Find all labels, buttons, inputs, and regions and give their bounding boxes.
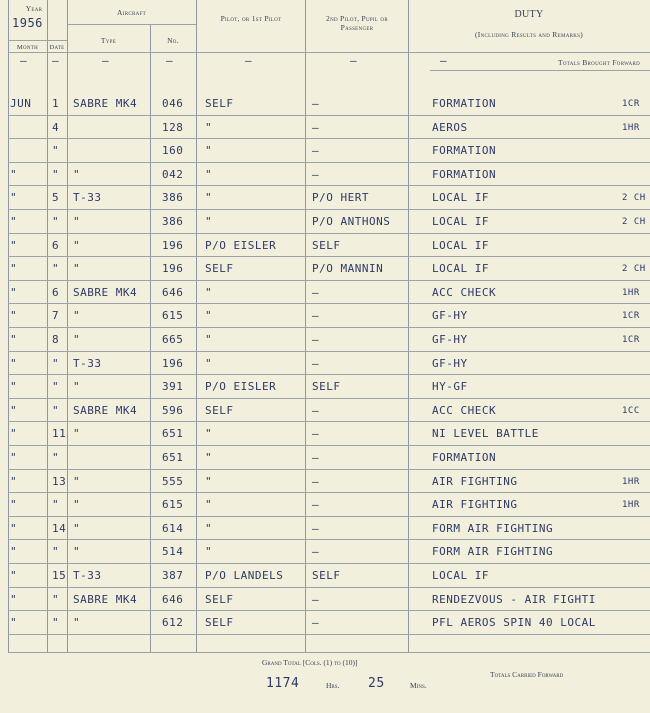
row-type: T-33 xyxy=(73,191,102,205)
row-pilot: " xyxy=(205,191,213,205)
row-pilot2: — xyxy=(312,97,320,110)
row-extra: 1HR xyxy=(622,122,640,133)
row-extra: 2 CH xyxy=(622,217,646,227)
row-type: " xyxy=(73,521,81,535)
row-month: " xyxy=(10,191,18,205)
col-line xyxy=(67,0,68,652)
row-duty: NI LEVEL BATTLE xyxy=(432,427,539,441)
row-date: 14 xyxy=(52,521,67,535)
row-date: " xyxy=(52,262,60,276)
row-pilot: " xyxy=(205,356,213,370)
row-extra: 1CR xyxy=(622,311,640,322)
bottom-line xyxy=(8,652,650,653)
row-date: 6 xyxy=(52,238,60,252)
row-month: " xyxy=(10,167,18,181)
row-type: " xyxy=(73,262,81,276)
row-duty: GF-HY xyxy=(432,309,468,323)
month-label: Month xyxy=(16,44,39,51)
row-extra: 1HR xyxy=(622,476,640,487)
row-no: 042 xyxy=(162,167,184,181)
row-month: " xyxy=(10,616,18,630)
pilot-label: Pilot, or 1st Pilot xyxy=(220,14,282,23)
row-duty: FORM AIR FIGHTING xyxy=(432,521,554,535)
col-line xyxy=(408,0,409,652)
row-line xyxy=(8,610,650,611)
year-value: 1956 xyxy=(12,16,43,30)
row-pilot2: — xyxy=(312,285,320,299)
row-date: " xyxy=(52,451,60,464)
row-date: " xyxy=(52,144,60,158)
row-duty: AEROS xyxy=(432,120,468,134)
row-month: " xyxy=(10,262,18,276)
row-line xyxy=(8,563,650,564)
dash: — xyxy=(440,54,448,67)
row-type: " xyxy=(73,167,81,181)
header-line xyxy=(8,40,67,41)
row-line xyxy=(8,185,650,186)
row-type: " xyxy=(73,215,81,228)
row-duty: HY-GF xyxy=(432,380,468,394)
row-no: 665 xyxy=(162,333,184,346)
row-line xyxy=(8,445,650,446)
row-line xyxy=(8,421,650,422)
row-pilot2: — xyxy=(312,309,320,323)
row-date: " xyxy=(52,545,60,559)
row-no: 196 xyxy=(162,356,184,370)
row-pilot2: — xyxy=(312,356,320,370)
row-type: " xyxy=(73,333,81,346)
row-date: 13 xyxy=(52,474,67,488)
row-month: " xyxy=(10,545,18,559)
col-line xyxy=(8,0,9,652)
row-pilot2: P/O MANNIN xyxy=(312,262,384,276)
header-line xyxy=(67,24,196,25)
duty-label: DUTY xyxy=(514,9,544,20)
dash: — xyxy=(350,54,358,67)
row-date: 6 xyxy=(52,285,60,299)
grand-total-label: Grand Total [Cols. (1) to (10)] xyxy=(262,658,358,667)
row-no: 651 xyxy=(162,427,184,441)
row-duty: LOCAL IF xyxy=(432,191,489,205)
row-line xyxy=(8,162,650,163)
row-line xyxy=(8,351,650,352)
row-type: SABRE MK4 xyxy=(73,403,138,417)
pilot2-label: 2nd Pilot, Pupil or Passenger xyxy=(326,14,388,32)
row-month: " xyxy=(10,403,18,417)
row-pilot: " xyxy=(205,333,213,346)
row-line xyxy=(8,209,650,210)
hours-value: 1174 xyxy=(266,676,300,691)
col-line xyxy=(47,0,48,652)
row-line xyxy=(8,327,650,328)
row-extra: 1HR xyxy=(622,500,640,511)
row-pilot: SELF xyxy=(205,403,234,417)
row-pilot: " xyxy=(205,521,213,535)
duty-sub-label: (Including Results and Remarks) xyxy=(474,30,584,39)
row-line xyxy=(8,516,650,517)
row-line xyxy=(8,374,650,375)
row-pilot: " xyxy=(205,427,213,441)
row-pilot2: — xyxy=(312,451,320,464)
row-no: 615 xyxy=(162,498,184,512)
row-duty: FORMATION xyxy=(432,167,497,181)
row-date: 1 xyxy=(52,97,60,110)
row-duty: AIR FIGHTING xyxy=(432,498,518,512)
date-label: Date xyxy=(49,44,65,51)
row-extra: 1CC xyxy=(622,405,640,416)
col-line xyxy=(305,0,306,652)
row-duty: ACC CHECK xyxy=(432,403,497,417)
col-line xyxy=(196,0,197,652)
row-month: " xyxy=(10,215,18,228)
row-line xyxy=(8,303,650,304)
row-month: " xyxy=(10,498,18,512)
row-no: 386 xyxy=(162,215,184,228)
dash: — xyxy=(166,54,174,67)
row-type: " xyxy=(73,309,81,323)
row-no: 612 xyxy=(162,616,184,630)
row-month: " xyxy=(10,427,18,441)
totals-forward-label: Totals Brought Forward xyxy=(557,58,640,67)
dash: — xyxy=(245,54,253,67)
row-date: 7 xyxy=(52,309,60,323)
row-duty: FORMATION xyxy=(432,451,497,464)
row-line xyxy=(8,115,650,116)
header-line xyxy=(8,52,650,53)
row-date: " xyxy=(52,403,60,417)
row-type: SABRE MK4 xyxy=(73,592,138,606)
row-pilot2: P/O HERT xyxy=(312,191,369,205)
aircraft-label: Aircraft xyxy=(117,8,146,17)
row-date: " xyxy=(52,356,60,370)
row-date: " xyxy=(52,215,60,228)
row-pilot: " xyxy=(205,144,213,158)
row-type: T-33 xyxy=(73,569,102,582)
row-no: 387 xyxy=(162,569,184,582)
row-extra: 1HR xyxy=(622,287,640,298)
row-type: " xyxy=(73,427,81,441)
row-type: SABRE MK4 xyxy=(73,97,138,110)
row-no: 196 xyxy=(162,238,184,252)
row-duty: LOCAL IF xyxy=(432,238,489,252)
row-pilot2: — xyxy=(312,545,320,559)
row-pilot: SELF xyxy=(205,592,234,606)
row-extra: 1CR xyxy=(622,335,640,345)
row-duty: FORMATION xyxy=(432,97,497,110)
type-label: Type xyxy=(100,36,117,45)
row-no: 160 xyxy=(162,144,184,158)
row-month: " xyxy=(10,592,18,606)
row-duty: LOCAL IF xyxy=(432,569,489,582)
dash: — xyxy=(102,54,110,67)
row-duty: LOCAL IF xyxy=(432,262,489,276)
row-line xyxy=(8,280,650,281)
row-duty: ACC CHECK xyxy=(432,285,497,299)
year-label: Year xyxy=(25,4,43,13)
row-no: 196 xyxy=(162,262,184,276)
row-extra: 1CR xyxy=(622,99,640,109)
row-pilot: " xyxy=(205,474,213,488)
row-duty: AIR FIGHTING xyxy=(432,474,518,488)
row-duty: GF-HY xyxy=(432,333,468,346)
row-duty: LOCAL IF xyxy=(432,215,489,228)
row-pilot2: — xyxy=(312,120,320,134)
row-type: " xyxy=(73,474,81,488)
row-pilot2: SELF xyxy=(312,569,341,582)
row-pilot2: — xyxy=(312,144,320,158)
row-type: " xyxy=(73,498,81,512)
row-line xyxy=(8,138,650,139)
row-date: " xyxy=(52,380,60,394)
row-pilot2: — xyxy=(312,592,320,606)
row-duty: FORMATION xyxy=(432,144,497,158)
row-pilot2: — xyxy=(312,474,320,488)
row-type: SABRE MK4 xyxy=(73,285,138,299)
header-line xyxy=(430,70,650,71)
row-date: " xyxy=(52,592,60,606)
row-pilot2: — xyxy=(312,498,320,512)
row-pilot: SELF xyxy=(205,262,234,276)
row-no: 128 xyxy=(162,120,184,134)
row-month: " xyxy=(10,333,18,346)
row-line xyxy=(8,233,650,234)
row-date: 8 xyxy=(52,333,60,346)
no-label: No. xyxy=(167,36,179,45)
row-pilot2: SELF xyxy=(312,380,341,394)
row-extra: 2 CH xyxy=(622,264,646,275)
row-type: " xyxy=(73,238,81,252)
row-month: " xyxy=(10,285,18,299)
hrs-label: Hrs. xyxy=(326,681,340,690)
row-duty: PFL AEROS SPIN 40 LOCAL xyxy=(432,616,596,630)
row-line xyxy=(8,398,650,399)
row-duty: FORM AIR FIGHTING xyxy=(432,545,554,559)
row-pilot: " xyxy=(205,120,213,134)
row-pilot2: — xyxy=(312,403,320,417)
row-type: " xyxy=(73,380,81,394)
row-pilot: P/O LANDELS xyxy=(205,569,284,582)
row-pilot2: — xyxy=(312,167,320,181)
row-pilot: " xyxy=(205,545,213,559)
row-no: 646 xyxy=(162,285,184,299)
mins-label: Mins. xyxy=(410,681,427,690)
row-pilot2: SELF xyxy=(312,238,341,252)
row-pilot: " xyxy=(205,309,213,323)
row-no: 391 xyxy=(162,380,184,394)
mins-value: 25 xyxy=(368,676,385,691)
row-no: 615 xyxy=(162,309,184,323)
row-pilot: " xyxy=(205,498,213,512)
row-pilot: " xyxy=(205,451,213,464)
row-line xyxy=(8,634,650,635)
row-pilot: P/O EISLER xyxy=(205,238,277,252)
row-line xyxy=(8,587,650,588)
row-no: 555 xyxy=(162,474,184,488)
row-pilot2: — xyxy=(312,427,320,441)
row-pilot2: — xyxy=(312,333,320,346)
row-date: 15 xyxy=(52,569,67,582)
totals-carried-label: Totals Carried Forward xyxy=(490,670,564,679)
row-month: " xyxy=(10,474,18,488)
row-month: " xyxy=(10,521,18,535)
row-pilot: SELF xyxy=(205,616,234,630)
row-line xyxy=(8,492,650,493)
row-line xyxy=(8,539,650,540)
row-pilot: SELF xyxy=(205,97,234,110)
row-line xyxy=(8,256,650,257)
row-date: " xyxy=(52,167,60,181)
row-pilot2: — xyxy=(312,521,320,535)
row-pilot2: P/O ANTHONS xyxy=(312,215,391,228)
row-pilot: " xyxy=(205,167,213,181)
row-type: " xyxy=(73,545,81,559)
row-date: " xyxy=(52,616,60,630)
row-date: 4 xyxy=(52,120,60,134)
row-extra: 2 CH xyxy=(622,193,646,204)
dash: — xyxy=(20,54,28,67)
row-month: " xyxy=(10,569,18,582)
row-month: " xyxy=(10,356,18,370)
row-pilot: P/O EISLER xyxy=(205,380,277,394)
row-month: " xyxy=(10,380,18,394)
row-date: " xyxy=(52,498,60,512)
row-date: 11 xyxy=(52,427,67,441)
row-month: JUN xyxy=(10,97,32,110)
row-pilot2: — xyxy=(312,616,320,630)
row-no: 514 xyxy=(162,545,184,559)
row-pilot: " xyxy=(205,215,213,228)
row-no: 386 xyxy=(162,191,184,205)
row-no: 651 xyxy=(162,451,184,464)
row-month: " xyxy=(10,309,18,323)
row-no: 614 xyxy=(162,521,184,535)
row-no: 646 xyxy=(162,592,184,606)
row-duty: GF-HY xyxy=(432,356,468,370)
row-type: " xyxy=(73,616,81,630)
col-line xyxy=(150,24,151,652)
row-no: 046 xyxy=(162,97,184,110)
row-type: T-33 xyxy=(73,356,102,370)
row-duty: RENDEZVOUS - AIR FIGHTI xyxy=(432,592,596,606)
row-month: " xyxy=(10,238,18,252)
row-no: 596 xyxy=(162,403,184,417)
row-date: 5 xyxy=(52,191,60,205)
row-line xyxy=(8,469,650,470)
row-month: " xyxy=(10,451,18,464)
row-pilot: " xyxy=(205,285,213,299)
dash: — xyxy=(52,54,60,67)
